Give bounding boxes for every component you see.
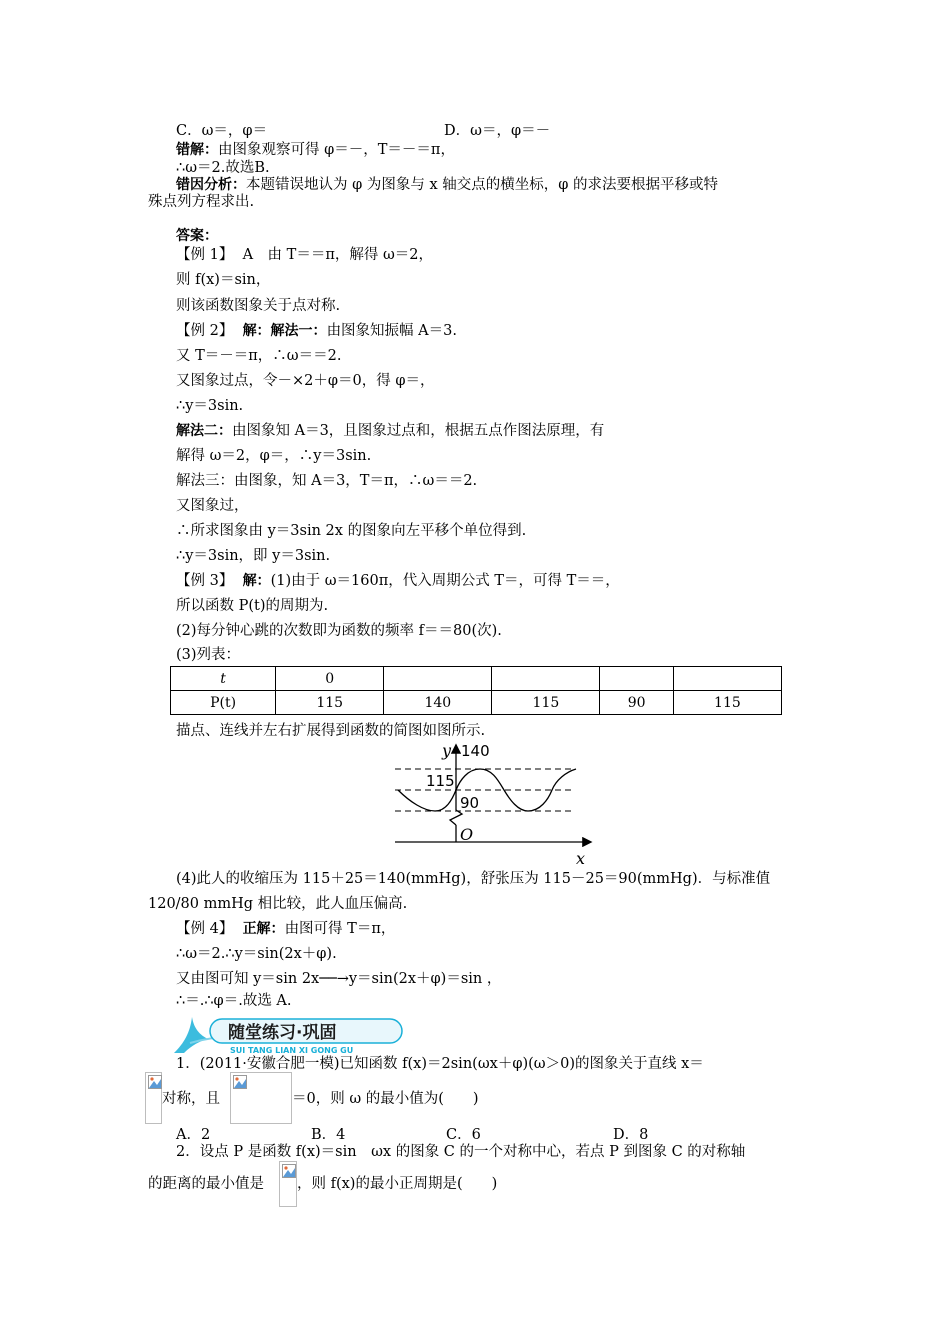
option-d: D．ω＝，φ＝－	[444, 123, 551, 139]
y-axis-label: y	[442, 741, 452, 760]
practice-banner	[170, 1013, 405, 1055]
wrong-solution	[176, 140, 455, 160]
question-1-line-1: 1．(2011·安徽合肥一模)已知函数 f(x)＝2sin(ωx＋φ)(ω＞0)的图象关于直线 x＝	[176, 1056, 704, 1072]
table-cell: 140	[384, 691, 492, 715]
text-line: ∴ω＝2.∴y＝sin(2x＋φ).	[176, 946, 337, 962]
question-2-line-2a: 的距离的最小值是	[148, 1176, 264, 1192]
text-line: 则 f(x)＝sin，	[176, 272, 271, 288]
table-row	[171, 667, 782, 691]
question-2-line-1: 2．设点 P 是函数 f(x)＝sin ωx 的图象 C 的一个对称中心，若点 P 到图象 C 的对称轴	[176, 1144, 746, 1160]
text-line: (4)此人的收缩压为 115＋25＝140(mmHg)，舒张压为 115－25＝90(mmHg)．与标准值	[176, 871, 771, 887]
text-line: 则该函数图象关于点对称.	[176, 298, 341, 314]
text-line: ∴y＝3sin.	[176, 398, 244, 414]
error-analysis	[176, 175, 718, 195]
table-cell: 0	[276, 667, 384, 691]
answer-heading: 答案：	[176, 228, 218, 244]
text-line: 所以函数 P(t)的周期为.	[176, 598, 329, 614]
option-c: C．ω＝，φ＝	[176, 123, 268, 139]
label-140: 140	[461, 742, 490, 760]
example-tag: 【例 3】	[176, 573, 234, 589]
question-2-line-2b: ，则 f(x)的最小正周期是( )	[297, 1176, 498, 1192]
question-1-line-2a: 对称，且	[162, 1091, 220, 1107]
example-3	[176, 571, 620, 591]
text-line: 殊点列方程求出.	[148, 194, 255, 210]
solution-label: 正解：	[242, 921, 285, 937]
formula-image	[230, 1072, 292, 1124]
table-cell: 90	[600, 691, 673, 715]
text-line: (2)每分钟心跳的次数即为函数的频率 f＝＝80(次).	[176, 623, 502, 639]
text-line: ∴ω＝2.故选B.	[176, 160, 270, 176]
question-1-option-b: B．4	[311, 1127, 346, 1143]
method-2-label: 解法二：	[176, 423, 232, 439]
text-line: 描点、连线并左右扩展得到函数的简图如图所示.	[176, 723, 486, 739]
example-text: A 由 T＝＝π，解得 ω＝2，	[242, 247, 434, 263]
text-line: 又 T＝－＝π，∴ω＝＝2.	[176, 348, 342, 364]
wrong-solution-text: 由图象观察可得 φ＝－，T＝－＝π，	[218, 142, 455, 158]
x-axis-label: x	[576, 849, 586, 868]
axis-break	[450, 810, 462, 825]
table-cell: 115	[276, 691, 384, 715]
text-line: 120/80 mmHg 相比较，此人血压偏高.	[148, 896, 408, 912]
banner-title: 随堂练习·巩固	[228, 1023, 337, 1043]
label-115: 115	[426, 772, 455, 790]
formula-image	[279, 1161, 297, 1207]
example-tag: 【例 4】	[176, 921, 234, 937]
table-cell	[492, 667, 600, 691]
banner-pinyin: SUI TANG LIAN XI GONG GU	[230, 1046, 354, 1055]
solution-label: 解：解法一：	[242, 323, 327, 339]
broken-image-icon	[282, 1164, 296, 1178]
example-text: 由图可得 T＝π，	[284, 921, 396, 937]
value-table	[170, 666, 782, 715]
text-line: ∴所求图象由 y＝3sin 2x 的图象向左平移个单位得到.	[176, 523, 527, 539]
blood-pressure-graph	[390, 740, 610, 870]
question-1-option-d: D．8	[613, 1127, 649, 1143]
table-row	[171, 691, 782, 715]
table-cell	[384, 667, 492, 691]
broken-image-icon	[148, 1075, 162, 1089]
method-2	[176, 421, 604, 441]
text-line: ∴＝.∴φ＝.故选 A.	[176, 993, 292, 1009]
example-4	[176, 919, 395, 939]
table-cell: t	[171, 667, 276, 691]
text-line: 解得 ω＝2，φ＝，∴y＝3sin.	[176, 448, 372, 464]
formula-image	[145, 1072, 162, 1124]
example-2	[176, 321, 457, 341]
table-cell: 115	[492, 691, 600, 715]
question-1-option-c: C．6	[446, 1127, 481, 1143]
label-90: 90	[460, 794, 480, 812]
bird-logo	[174, 1017, 208, 1053]
example-1	[176, 245, 433, 265]
error-analysis-text: 本题错误地认为 φ 为图象与 x 轴交点的横坐标，φ 的求法要根据平移或特	[246, 177, 719, 193]
example-tag: 【例 2】	[176, 323, 234, 339]
text-line: ∴y＝3sin，即 y＝3sin.	[176, 548, 331, 564]
origin-label: O	[460, 825, 474, 844]
example-text: (1)由于 ω＝160π，代入周期公式 T＝，可得 T＝＝，	[270, 573, 620, 589]
table-cell	[600, 667, 673, 691]
table-cell: 115	[673, 691, 781, 715]
text-line: 又图象过，	[176, 498, 249, 514]
text-line: 又由图可知 y＝sin 2x──→y＝sin(2x＋φ)＝sin ，	[176, 971, 502, 987]
text-line: 解法三：由图象，知 A＝3，T＝π，∴ω＝＝2.	[176, 473, 478, 489]
example-text: 由图象知振幅 A＝3.	[326, 323, 457, 339]
wrong-solution-label: 错解：	[176, 142, 218, 158]
question-1-option-a: A．2	[176, 1127, 211, 1143]
text-line: (3)列表：	[176, 647, 241, 663]
error-analysis-label: 错因分析：	[176, 177, 246, 193]
example-tag: 【例 1】	[176, 247, 234, 263]
table-cell: P(t)	[171, 691, 276, 715]
method-2-text: 由图象知 A＝3，且图象过点和，根据五点作图法原理，有	[232, 423, 605, 439]
question-1-line-2b: ＝0，则 ω 的最小值为( )	[292, 1091, 479, 1107]
solution-label: 解：	[242, 573, 271, 589]
text-line: 又图象过点，令－×2＋φ＝0，得 φ＝，	[176, 373, 435, 389]
table-cell	[673, 667, 781, 691]
broken-image-icon	[233, 1075, 247, 1089]
